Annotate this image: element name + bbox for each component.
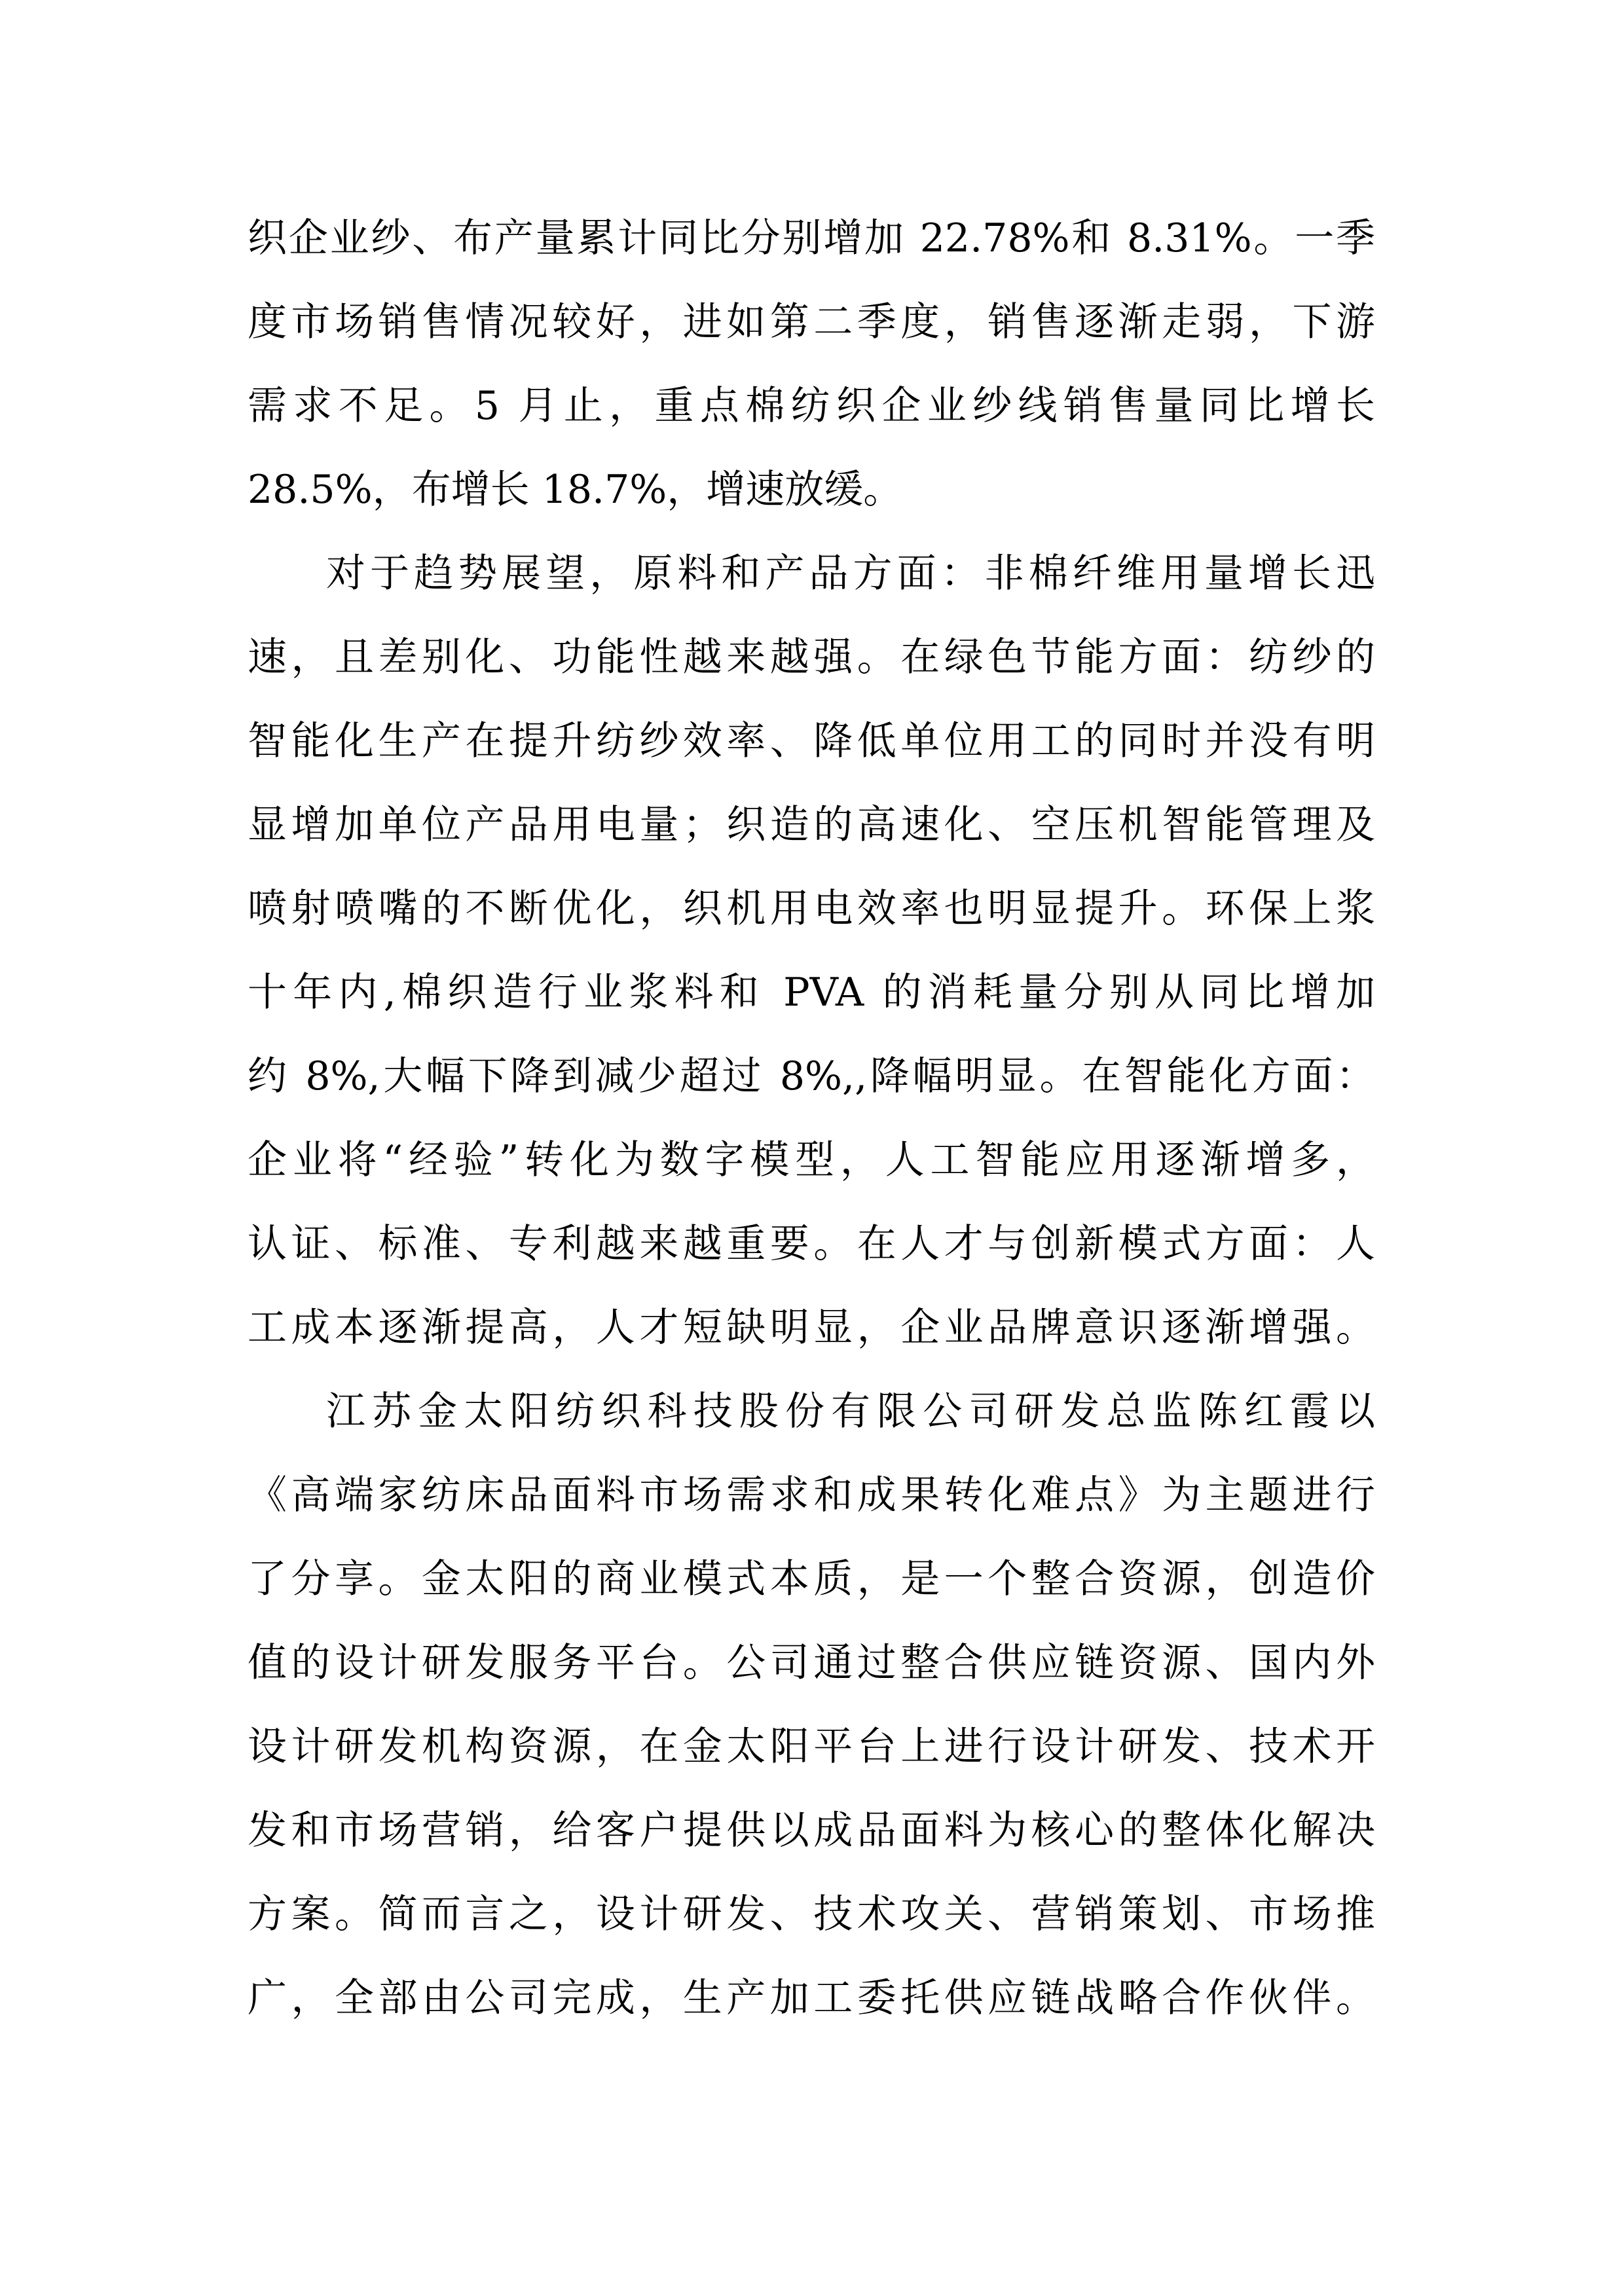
text-line: 认证、标准、专利越来越重要。在人才与创新模式方面：人 xyxy=(248,1221,1375,1267)
text-line: 度市场销售情况较好，进如第二季度，销售逐渐走弱，下游 xyxy=(248,299,1375,345)
text-line: 显增加单位产品用电量；织造的高速化、空压机智能管理及 xyxy=(248,802,1375,848)
text-line: 广，全部由公司完成，生产加工委托供应链战略合作伙伴。 xyxy=(248,1975,1375,2021)
text-line: 值的设计研发服务平台。公司通过整合供应链资源、国内外 xyxy=(248,1640,1375,1686)
text-line: 工成本逐渐提高，人才短缺明显，企业品牌意识逐渐增强。 xyxy=(248,1305,1375,1351)
text-line: 28.5%，布增长 18.7%，增速放缓。 xyxy=(248,467,903,513)
text-line: 速，且差别化、功能性越来越强。在绿色节能方面：纺纱的 xyxy=(248,634,1375,680)
text-line: 发和市场营销，给客户提供以成品面料为核心的整体化解决 xyxy=(248,1808,1375,1853)
text-line: 喷射喷嘴的不断优化，织机用电效率也明显提升。环保上浆 xyxy=(248,886,1375,932)
text-line: 需求不足。5 月止，重点棉纺织企业纱线销售量同比增长 xyxy=(248,383,1375,429)
body-text xyxy=(248,196,1375,2040)
text-line: 《高端家纺床品面料市场需求和成果转化难点》为主题进行 xyxy=(248,1472,1375,1518)
text-line: 智能化生产在提升纺纱效率、降低单位用工的同时并没有明 xyxy=(248,718,1375,764)
text-line: 方案。简而言之，设计研发、技术攻关、营销策划、市场推 xyxy=(248,1891,1375,1937)
text-line: 对于趋势展望，原料和产品方面：非棉纤维用量增长迅 xyxy=(326,551,1375,596)
paragraph-production-sales xyxy=(248,196,1375,532)
paragraph-trend-outlook xyxy=(248,532,1375,1370)
text-line: 十年内,棉织造行业浆料和 PVA 的消耗量分别从同比增加 xyxy=(248,970,1375,1015)
paragraph-jintaiyang-sharing xyxy=(248,1370,1375,2040)
text-line: 企业将“经验”转化为数字模型，人工智能应用逐渐增多， xyxy=(248,1137,1375,1183)
text-line: 了分享。金太阳的商业模式本质，是一个整合资源，创造价 xyxy=(248,1556,1375,1602)
text-line: 织企业纱、布产量累计同比分别增加 22.78%和 8.31%。一季 xyxy=(248,215,1375,261)
text-line: 设计研发机构资源，在金太阳平台上进行设计研发、技术开 xyxy=(248,1724,1375,1770)
text-line: 约 8%,大幅下降到减少超过 8%,,降幅明显。在智能化方面： xyxy=(248,1053,1375,1099)
text-line: 江苏金太阳纺织科技股份有限公司研发总监陈红霞以 xyxy=(326,1389,1375,1434)
